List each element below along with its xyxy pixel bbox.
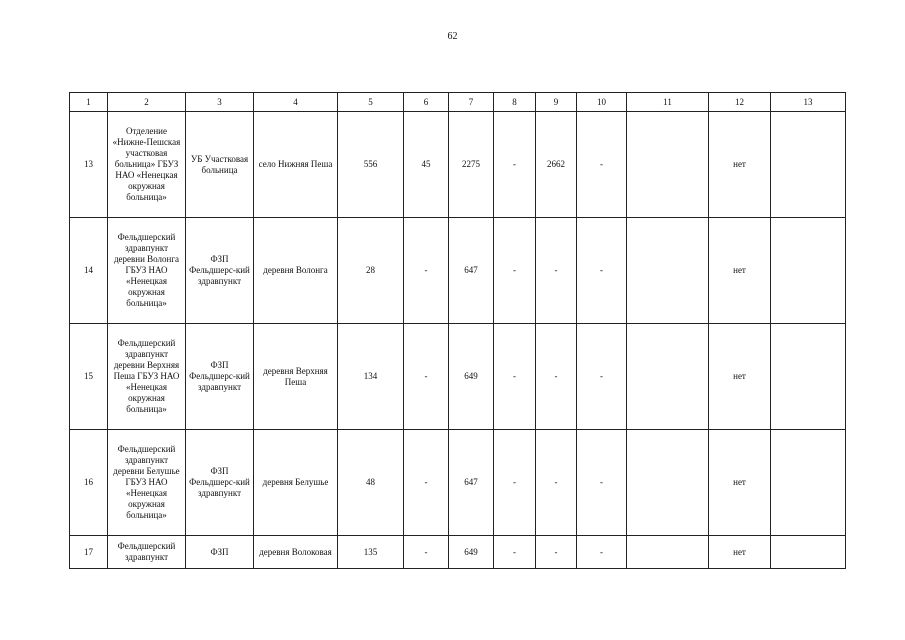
cell-col6: - bbox=[404, 430, 449, 536]
cell-col11 bbox=[627, 112, 709, 218]
cell-col11 bbox=[627, 430, 709, 536]
cell-col10: - bbox=[577, 218, 627, 324]
location: деревня Волонга bbox=[254, 218, 338, 324]
cell-col9: - bbox=[536, 536, 577, 569]
cell-col8: - bbox=[494, 430, 536, 536]
cell-col12: нет bbox=[709, 112, 771, 218]
facilities-table bbox=[69, 92, 846, 569]
cell-col7: 647 bbox=[449, 430, 494, 536]
row-number: 17 bbox=[70, 536, 108, 569]
column-header: 3 bbox=[186, 93, 254, 112]
cell-col13 bbox=[771, 324, 846, 430]
cell-col12: нет bbox=[709, 430, 771, 536]
cell-col5: 556 bbox=[338, 112, 404, 218]
column-header: 11 bbox=[627, 93, 709, 112]
column-header: 9 bbox=[536, 93, 577, 112]
cell-col8: - bbox=[494, 536, 536, 569]
cell-col13 bbox=[771, 112, 846, 218]
cell-col11 bbox=[627, 536, 709, 569]
cell-col12: нет bbox=[709, 324, 771, 430]
cell-col6: 45 bbox=[404, 112, 449, 218]
cell-col9: 2662 bbox=[536, 112, 577, 218]
facility-type: ФЗП bbox=[186, 536, 254, 569]
location: деревня Волоковая bbox=[254, 536, 338, 569]
facility-type: УБ Участковая больница bbox=[186, 112, 254, 218]
cell-col5: 48 bbox=[338, 430, 404, 536]
cell-col7: 649 bbox=[449, 324, 494, 430]
cell-col8: - bbox=[494, 218, 536, 324]
row-number: 14 bbox=[70, 218, 108, 324]
column-header: 4 bbox=[254, 93, 338, 112]
cell-col6: - bbox=[404, 324, 449, 430]
cell-col5: 28 bbox=[338, 218, 404, 324]
column-header: 5 bbox=[338, 93, 404, 112]
cell-col11 bbox=[627, 218, 709, 324]
location: село Нижняя Пеша bbox=[254, 112, 338, 218]
column-header: 12 bbox=[709, 93, 771, 112]
facility-type: ФЗП Фельдшерс-кий здравпункт bbox=[186, 430, 254, 536]
cell-col8: - bbox=[494, 324, 536, 430]
column-header: 2 bbox=[108, 93, 186, 112]
cell-col10: - bbox=[577, 536, 627, 569]
location: деревня Верхняя Пеша bbox=[254, 324, 338, 430]
cell-col6: - bbox=[404, 536, 449, 569]
row-number: 13 bbox=[70, 112, 108, 218]
cell-col10: - bbox=[577, 324, 627, 430]
table-row bbox=[70, 430, 846, 536]
cell-col13 bbox=[771, 430, 846, 536]
table-row bbox=[70, 112, 846, 218]
cell-col6: - bbox=[404, 218, 449, 324]
cell-col11 bbox=[627, 324, 709, 430]
cell-col9: - bbox=[536, 218, 577, 324]
column-header: 7 bbox=[449, 93, 494, 112]
cell-col12: нет bbox=[709, 536, 771, 569]
facility-type: ФЗП Фельдшерс-кий здравпункт bbox=[186, 324, 254, 430]
location: деревня Белушье bbox=[254, 430, 338, 536]
cell-col5: 134 bbox=[338, 324, 404, 430]
column-header: 10 bbox=[577, 93, 627, 112]
cell-col10: - bbox=[577, 430, 627, 536]
facility-name: Фельдшерский здравпункт деревни Волонга ГБУЗ НАО «Ненецкая окружная больница» bbox=[108, 218, 186, 324]
cell-col8: - bbox=[494, 112, 536, 218]
cell-col9: - bbox=[536, 430, 577, 536]
column-header: 13 bbox=[771, 93, 846, 112]
column-header: 6 bbox=[404, 93, 449, 112]
column-header: 8 bbox=[494, 93, 536, 112]
cell-col9: - bbox=[536, 324, 577, 430]
page-number: 62 bbox=[447, 31, 458, 42]
facility-type: ФЗП Фельдшерс-кий здравпункт bbox=[186, 218, 254, 324]
cell-col12: нет bbox=[709, 218, 771, 324]
column-header: 1 bbox=[70, 93, 108, 112]
cell-col7: 2275 bbox=[449, 112, 494, 218]
facility-name: Фельдшерский здравпункт деревни Белушье ГБУЗ НАО «Ненецкая окружная больница» bbox=[108, 430, 186, 536]
facility-name: Отделение «Нижне-Пешская участковая больница» ГБУЗ НАО «Ненецкая окружная больница» bbox=[108, 112, 186, 218]
cell-col13 bbox=[771, 536, 846, 569]
cell-col10: - bbox=[577, 112, 627, 218]
cell-col13 bbox=[771, 218, 846, 324]
cell-col5: 135 bbox=[338, 536, 404, 569]
header-row bbox=[70, 93, 846, 112]
row-number: 15 bbox=[70, 324, 108, 430]
table-row bbox=[70, 536, 846, 569]
row-number: 16 bbox=[70, 430, 108, 536]
table-row bbox=[70, 218, 846, 324]
cell-col7: 647 bbox=[449, 218, 494, 324]
table-row bbox=[70, 324, 846, 430]
facility-name: Фельдшерский здравпункт деревни Верхняя Пеша ГБУЗ НАО «Ненецкая окружная больница» bbox=[108, 324, 186, 430]
cell-col7: 649 bbox=[449, 536, 494, 569]
facility-name: Фельдшерский здравпункт bbox=[108, 536, 186, 569]
